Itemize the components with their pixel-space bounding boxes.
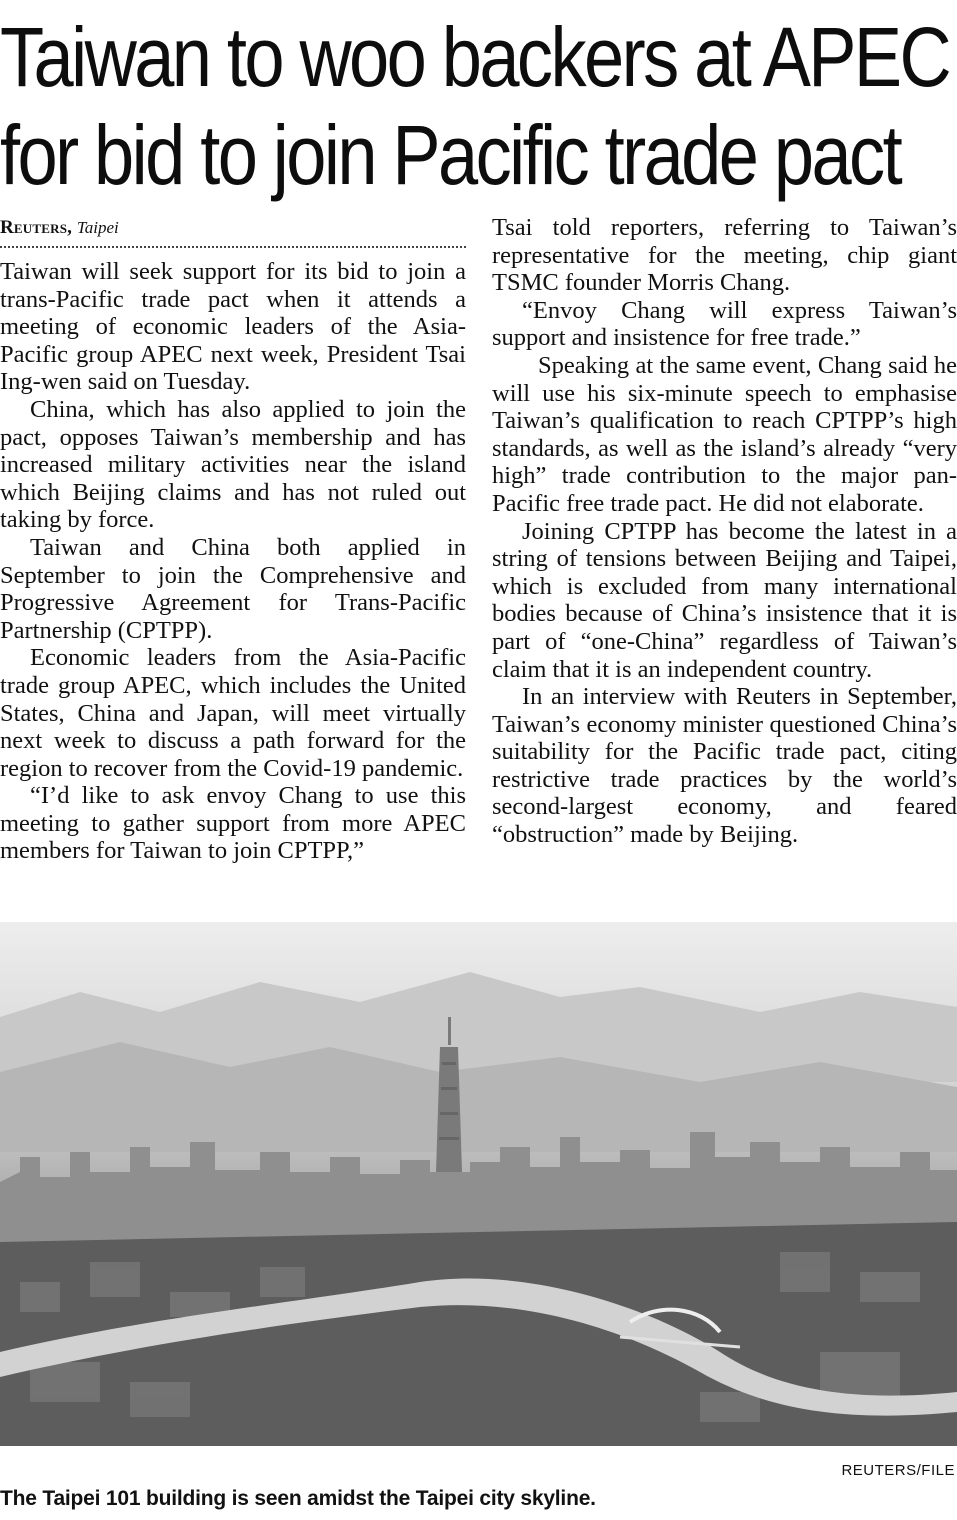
paragraph: In an interview with Reuters in September, Taiwan’s economy minister questioned China’s suitability for the Pacific trade pact, citing restrictive trade practices by the world’s second-largest economy, and feared “obstruction” made by Beijing. [492, 683, 957, 849]
paragraph: “Envoy Chang will express Taiwan’s support and insistence for free trade.” [492, 296, 957, 352]
paragraph: Joining CPTPP has become the latest in a string of tensions between Beijing and Taipei, which is excluded from many international bodies because of China’s insistence that it is part of “one-China” regardless of Taiwan’s claim that it is an independent country. [492, 517, 957, 683]
paragraph: Economic leaders from the Asia-Pacific trade group APEC, which includes the United States, China and Japan, will meet virtually next week to discuss a path forward for the region to recover from the Covid-19 pandemic. [0, 644, 466, 782]
byline [0, 214, 466, 242]
paragraph: Tsai told reporters, referring to Taiwan’s representative for the meeting, chip giant TSMC founder Morris Chang. [492, 214, 957, 297]
paragraph: Taiwan and China both applied in September to join the Comprehensive and Progressive Agreement for Trans-Pacific Partnership (CPTPP). [0, 533, 466, 644]
article-column-left [0, 214, 466, 865]
headline [0, 8, 950, 204]
paragraph: China, which has also applied to join the pact, opposes Taiwan’s membership and has increased military activities near the island which Beijing claims and has not ruled out taking by force. [0, 395, 466, 534]
byline-agency: Reuters, [0, 217, 73, 238]
headline-line-2: for bid to join Pacific trade pact [0, 108, 901, 202]
byline-divider [0, 246, 466, 248]
paragraph: “I’d like to ask envoy Chang to use this meeting to gather support from more APEC members for Taiwan to join CPTPP,” [0, 782, 466, 865]
photo-credit: REUTERS/FILE [841, 1462, 955, 1479]
byline-dateline: Taipei [76, 218, 119, 237]
article-column-right [492, 214, 957, 849]
skyline-photo [0, 922, 957, 1446]
headline-line-1: Taiwan to woo backers at APEC [0, 10, 950, 104]
city-skyline-illustration [0, 922, 957, 1446]
paragraph: Speaking at the same event, Chang said he will use his six-minute speech to emphasise Taiwan’s qualification to reach CPTPP’s high standards, as well as the island’s already “very high” trade contribution to the major pan-Pacific free trade pact. He did not elaborate. [492, 351, 957, 517]
paragraph: Taiwan will seek support for its bid to join a trans-Pacific trade pact when it attends a meeting of economic leaders of the Asia-Pacific group APEC next week, President Tsai Ing-wen said on Tuesday. [0, 258, 466, 396]
photo-caption: The Taipei 101 building is seen amidst the Taipei city skyline. [0, 1487, 596, 1510]
